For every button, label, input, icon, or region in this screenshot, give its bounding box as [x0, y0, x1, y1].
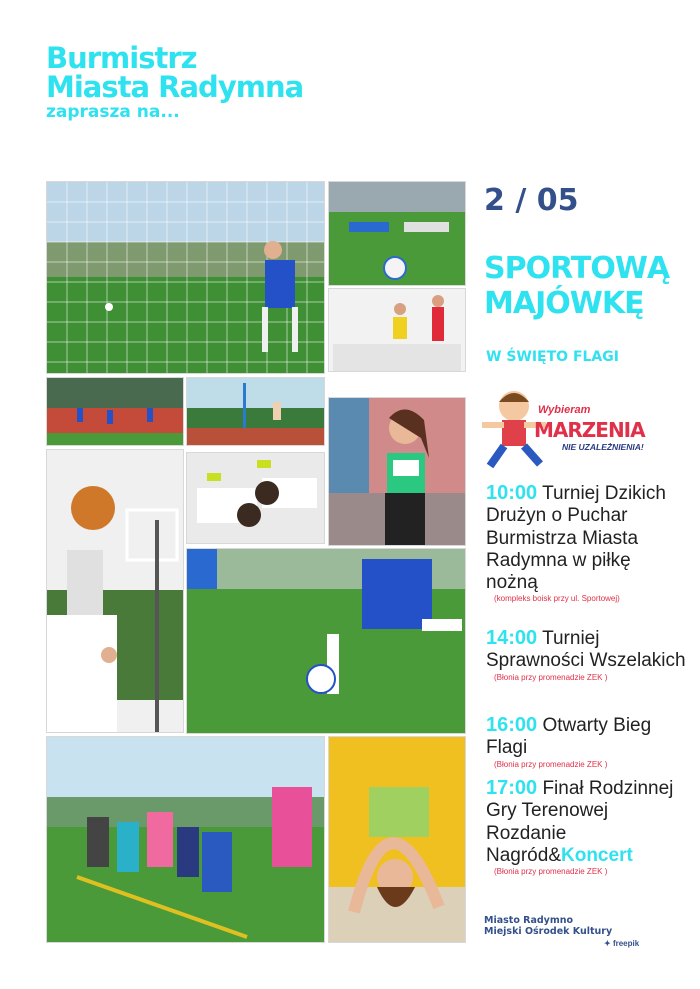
- organizer-footer: [484, 915, 612, 938]
- schedule-item-2: [486, 627, 686, 682]
- photo-gymnastics: [328, 288, 466, 372]
- logo-word-3: NIE UZALEŻNIENIA!: [562, 442, 644, 452]
- credit-freepik: [604, 939, 639, 948]
- logo-word-1: Wybieram: [538, 404, 591, 416]
- event-subtitle: W ŚWIĘTO FLAGI: [486, 349, 619, 365]
- event-text: Turniej Sprawności Wszelakich: [486, 628, 686, 672]
- title-line-2: MAJÓWKĘ: [484, 285, 644, 321]
- photo-basketball: [46, 449, 184, 733]
- photo-running-track: [46, 377, 184, 446]
- event-time: 16:00: [486, 714, 538, 736]
- photo-track-blue: [186, 377, 325, 446]
- event-location: (kompleks boisk przy ul. Sportowej): [494, 594, 620, 604]
- event-highlight: Koncert: [561, 844, 633, 866]
- header-line-3: zaprasza na...: [46, 102, 180, 122]
- organizer-line-2: Miejski Ośrodek Kultury: [484, 926, 613, 938]
- photo-girls-dumbbells: [186, 452, 325, 544]
- event-date: 2 / 05: [484, 183, 579, 218]
- event-location: (Błonia przy promenadzie ZEK ): [494, 759, 608, 769]
- organizer-line-1: Miasto Radymno: [484, 915, 574, 926]
- campaign-logo: [480, 384, 650, 476]
- schedule-item-1: [486, 482, 686, 604]
- photo-kids-agility-ladder: [46, 736, 325, 943]
- title-line-1: SPORTOWĄ: [484, 251, 670, 286]
- event-text: Otwarty Bieg Flagi: [486, 715, 652, 759]
- event-text: Finał Rodzinnej Gry Terenowej Rozdanie Nagród&: [486, 778, 674, 866]
- event-text: Turniej Dzikich Drużyn o Puchar Burmistrza Miasta Radymna w piłkę nożną: [486, 483, 666, 594]
- event-title: [484, 252, 669, 321]
- header-invitation: [46, 41, 304, 122]
- event-time: 14:00: [486, 627, 538, 649]
- header-line-1: Burmistrz: [46, 41, 197, 75]
- photo-soccer-goal: [46, 181, 325, 374]
- photo-kids-lying-grass: [328, 181, 466, 286]
- photo-girl-bridge-pose: [328, 736, 466, 943]
- header-line-2: Miasta Radymna: [46, 70, 304, 104]
- logo-word-2: MARZENIA: [534, 418, 645, 442]
- schedule-item-4: [486, 777, 686, 876]
- photo-soccer-kick: [186, 548, 466, 734]
- credit-text: freepik: [612, 939, 640, 948]
- photo-girl-running: [328, 397, 466, 546]
- event-time: 17:00: [486, 777, 538, 799]
- event-location: (Błonia przy promenadzie ZEK ): [494, 672, 608, 682]
- freepik-icon: ✦: [604, 939, 611, 948]
- event-time: 10:00: [486, 482, 538, 504]
- event-location: (Błonia przy promenadzie ZEK ): [494, 867, 608, 877]
- schedule-item-3: [486, 714, 686, 769]
